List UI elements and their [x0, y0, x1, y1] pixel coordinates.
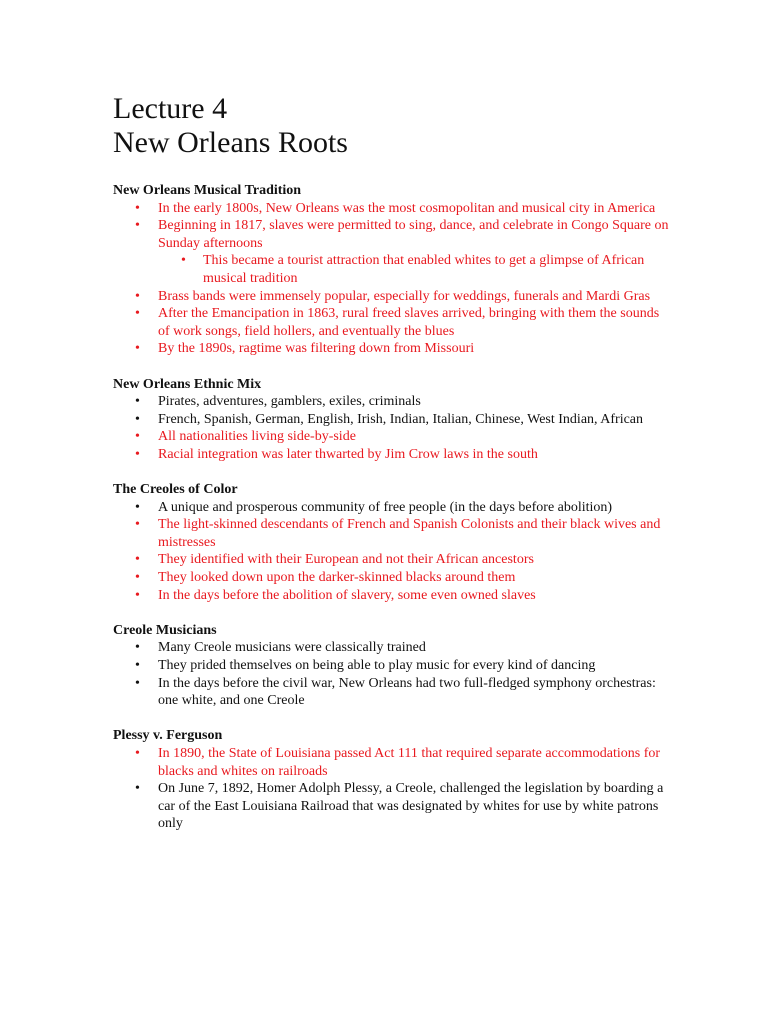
- bullet-item: • Racial integration was later thwarted by Jim Crow laws in the south: [113, 446, 673, 464]
- bullet-item: • In the days before the civil war, New Orleans had two full-fledged symphony orchestras: one white, and one Creole: [113, 675, 673, 710]
- bullet-item: • They prided themselves on being able to play music for every kind of dancing: [113, 657, 673, 675]
- lecture-notes: [113, 182, 673, 851]
- bullet-list: [113, 745, 673, 833]
- bullet-item: • After the Emancipation in 1863, rural freed slaves arrived, bringing with them the sounds of work songs, field hollers, and eventually the blues: [113, 305, 673, 340]
- bullet-item: • In the early 1800s, New Orleans was the most cosmopolitan and musical city in America: [113, 200, 673, 218]
- section-heading: Plessy v. Ferguson: [113, 728, 223, 744]
- bullet-item: • A unique and prosperous community of free people (in the days before abolition): [113, 499, 673, 517]
- section-heading: New Orleans Musical Tradition: [113, 183, 302, 198]
- bullet-list: [113, 200, 673, 358]
- bullet-list: [113, 393, 673, 463]
- bullet-item: • The light-skinned descendants of French and Spanish Colonists and their black wives and mistresses: [113, 516, 673, 551]
- bullet-item: • Pirates, adventures, gamblers, exiles, criminals: [113, 393, 673, 411]
- section: [113, 622, 673, 710]
- sub-bullet-item: • This became a tourist attraction that enabled whites to get a glimpse of African musical tradition: [113, 252, 673, 287]
- bullet-item: • They looked down upon the darker-skinned blacks around them: [113, 569, 673, 587]
- section-heading: The Creoles of Color: [113, 482, 238, 498]
- section: [113, 376, 673, 464]
- title-line-2: New Orleans Roots: [113, 126, 348, 159]
- bullet-list: [113, 639, 673, 709]
- section: [113, 182, 673, 358]
- bullet-list: [113, 499, 673, 605]
- bullet-item: • Many Creole musicians were classically trained: [113, 639, 673, 657]
- section: [113, 727, 673, 833]
- bullet-item: • Beginning in 1817, slaves were permitted to sing, dance, and celebrate in Congo Square on Sunday afternoons: [113, 217, 673, 252]
- bullet-item: • They identified with their European and not their African ancestors: [113, 551, 673, 569]
- bullet-item: • All nationalities living side-by-side: [113, 428, 673, 446]
- page-title: [113, 92, 348, 160]
- bullet-item: • Brass bands were immensely popular, especially for weddings, funerals and Mardi Gras: [113, 288, 673, 306]
- bullet-item: • In the days before the abolition of slavery, some even owned slaves: [113, 587, 673, 605]
- section-heading: Creole Musicians: [113, 622, 217, 638]
- section: [113, 481, 673, 604]
- section-heading: New Orleans Ethnic Mix: [113, 376, 262, 392]
- bullet-item: • By the 1890s, ragtime was filtering down from Missouri: [113, 340, 673, 358]
- bullet-item: • On June 7, 1892, Homer Adolph Plessy, a Creole, challenged the legislation by boarding a car of the East Louisiana Railroad that was designated by whites for use by white patrons only: [113, 780, 673, 833]
- title-line-1: Lecture 4: [113, 92, 228, 125]
- bullet-item: • French, Spanish, German, English, Irish, Indian, Italian, Chinese, West Indian, African: [113, 411, 673, 429]
- bullet-item: • In 1890, the State of Louisiana passed Act 111 that required separate accommodations for blacks and whites on railroads: [113, 745, 673, 780]
